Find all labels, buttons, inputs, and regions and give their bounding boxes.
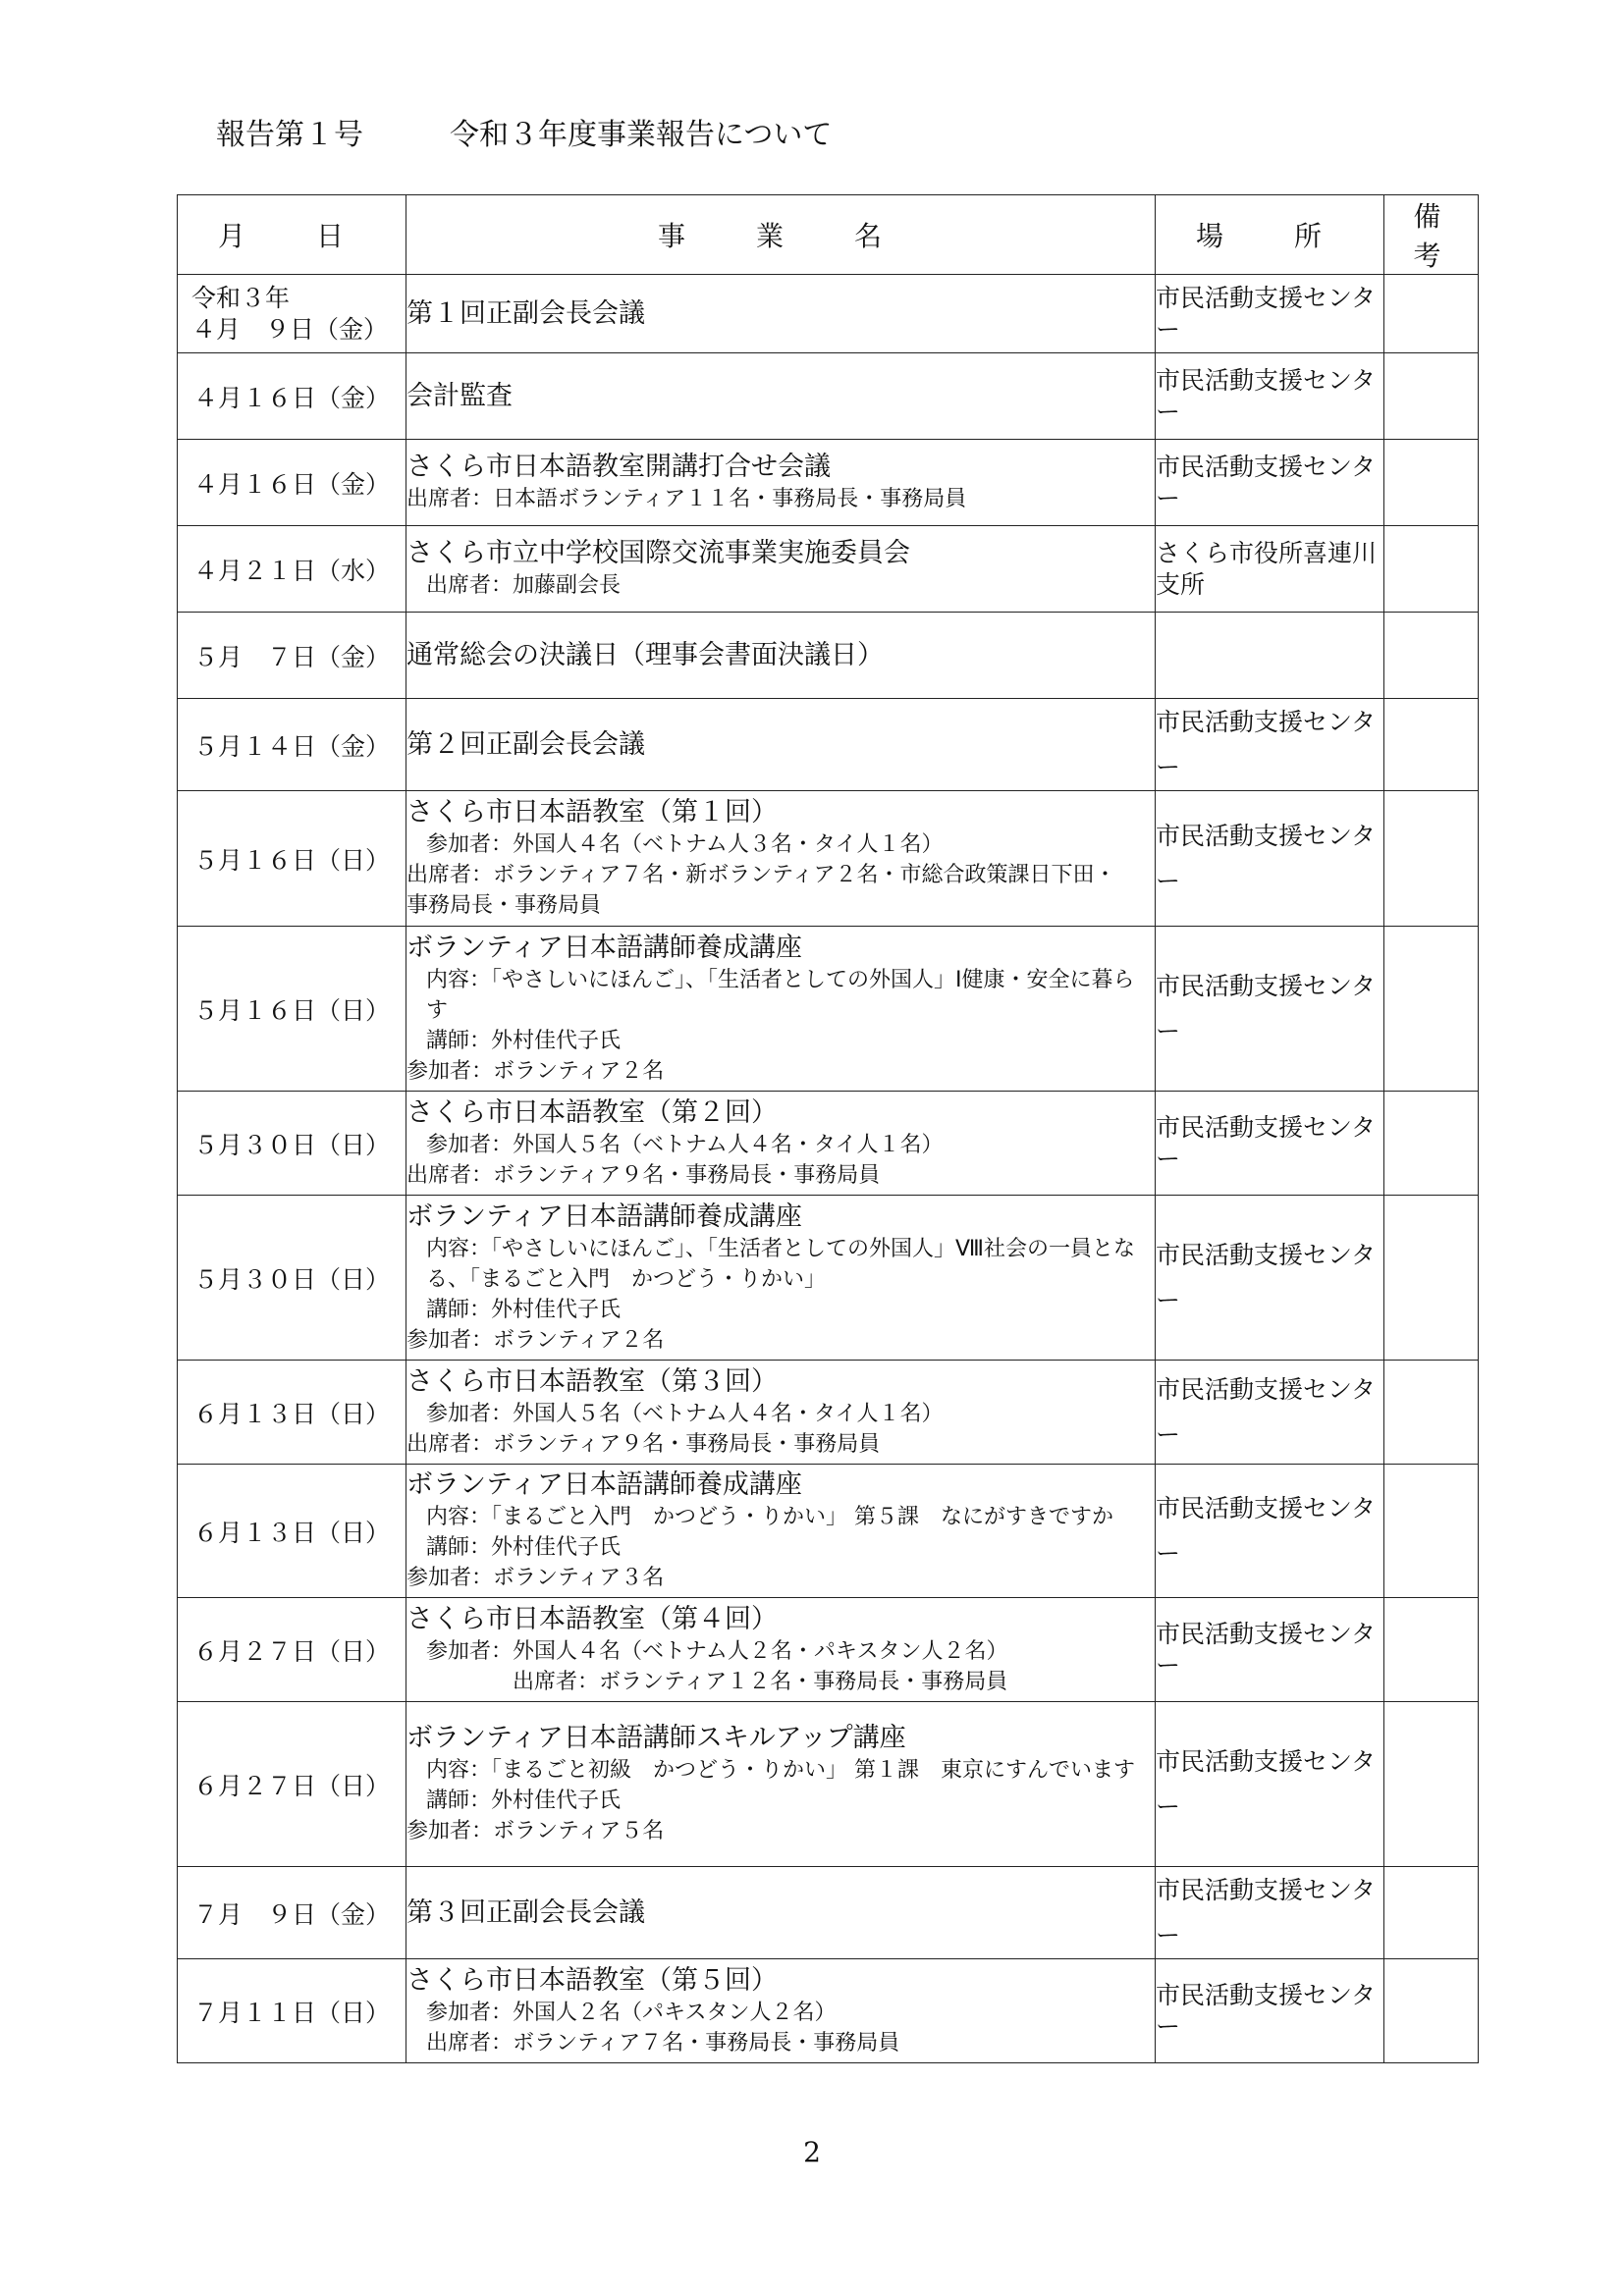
event-detail: 出席者：ボランティア９名・事務局長・事務局員 (406, 1162, 881, 1188)
event-detail: 参加者：外国人５名（ベトナム人４名・タイ人１名） (426, 1132, 944, 1157)
date-cell: ５月３０日（日） (178, 1092, 406, 1196)
event-cell (406, 1092, 1156, 1196)
date-cell: ６月２７日（日） (178, 1598, 406, 1702)
date-cell: ４月２１日（水） (178, 526, 406, 613)
event-title: 第２回正副会長会議 (406, 728, 645, 760)
date-cell: ７月１１日（日） (178, 1959, 406, 2063)
event-detail: 講師：外村佳代子氏 (426, 1297, 622, 1322)
date-cell: ６月１３日（日） (178, 1465, 406, 1598)
table-row (178, 353, 1479, 440)
event-cell (406, 613, 1156, 699)
table-row (178, 1092, 1479, 1196)
place-cell: 市民活動支援センター (1156, 353, 1384, 440)
note-cell (1384, 699, 1479, 791)
table-header-row (178, 195, 1479, 275)
event-cell (406, 353, 1156, 440)
event-detail: 内容：「まるごと入門 かつどう・りかい」 第５課 なにがすきですか (426, 1505, 1113, 1529)
event-cell (406, 1361, 1156, 1465)
table-row (178, 1867, 1479, 1959)
event-detail: 講師：外村佳代子氏 (426, 1535, 622, 1560)
event-detail: 参加者：外国人２名（パキスタン人２名） (426, 2000, 837, 2025)
event-title: さくら市立中学校国際交流事業実施委員会 (406, 538, 910, 568)
note-cell (1384, 353, 1479, 440)
event-cell (406, 1598, 1156, 1702)
date-year: 令和３年 (191, 283, 291, 312)
table-row (178, 613, 1479, 699)
table-row (178, 1702, 1479, 1867)
header-date: 月 日 (178, 195, 406, 275)
note-cell (1384, 1196, 1479, 1361)
place-cell: 市民活動支援センター (1156, 1196, 1384, 1361)
date-cell (178, 275, 406, 353)
event-cell (406, 440, 1156, 526)
place-cell: 市民活動支援センター (1156, 440, 1384, 526)
table-row (178, 275, 1479, 353)
table-row (178, 1959, 1479, 2063)
date-cell: ５月 ７日（金） (178, 613, 406, 699)
place-cell: 市民活動支援センター (1156, 1867, 1384, 1959)
page-number: 2 (803, 2136, 821, 2168)
event-title: さくら市日本語教室開講打合せ会議 (406, 452, 831, 482)
header-place: 場 所 (1156, 195, 1384, 275)
event-detail: 参加者：ボランティア５名 (406, 1819, 665, 1843)
date-cell: ５月１６日（日） (178, 927, 406, 1092)
event-detail: 参加者：外国人４名（ベトナム人２名・パキスタン人２名） (426, 1638, 1008, 1664)
event-title: さくら市日本語教室（第３回） (406, 1365, 778, 1397)
event-detail: 出席者：ボランティア７名・新ボランティア２名・市総合政策課日下田・ (406, 863, 1116, 887)
place-cell: 市民活動支援センター (1156, 699, 1384, 791)
date-cell: ７月 ９日（金） (178, 1867, 406, 1959)
place-cell: 市民活動支援センター (1156, 927, 1384, 1092)
table-row (178, 1361, 1479, 1465)
event-detail: 内容：「やさしいにほんご」、「生活者としての外国人」Ⅰ健康・安全に暮らす (426, 967, 1135, 1023)
note-cell (1384, 927, 1479, 1092)
table-row (178, 526, 1479, 613)
place-cell: 市民活動支援センター (1156, 1465, 1384, 1598)
table-row (178, 440, 1479, 526)
event-detail: 出席者：加藤副会長 (426, 573, 622, 598)
date-cell: ５月３０日（日） (178, 1196, 406, 1361)
event-detail: 参加者：ボランティア２名 (406, 1327, 665, 1353)
place-cell: 市民活動支援センター (1156, 1092, 1384, 1196)
table-row (178, 1465, 1479, 1598)
event-cell (406, 275, 1156, 353)
event-title: 通常総会の決議日（理事会書面決議日） (406, 639, 884, 670)
table-row (178, 791, 1479, 927)
date-cell: ６月２７日（日） (178, 1702, 406, 1867)
event-title: ボランティア日本語講師養成講座 (406, 1469, 802, 1500)
event-cell (406, 1959, 1156, 2063)
event-cell (406, 927, 1156, 1092)
event-title: さくら市日本語教室（第５回） (406, 1964, 778, 1996)
event-cell (406, 699, 1156, 791)
event-detail: 事務局長・事務局員 (406, 893, 602, 918)
table-row (178, 699, 1479, 791)
date-cell: ４月１６日（金） (178, 353, 406, 440)
event-title: さくら市日本語教室（第１回） (406, 797, 778, 828)
event-cell (406, 1465, 1156, 1598)
event-title: 会計監査 (406, 380, 513, 411)
place-cell: さくら市役所喜連川支所 (1156, 526, 1384, 613)
note-cell (1384, 1465, 1479, 1598)
table-row (178, 1598, 1479, 1702)
event-detail: 参加者：外国人４名（ベトナム人３名・タイ人１名） (426, 832, 944, 857)
event-detail: 講師：外村佳代子氏 (426, 1028, 622, 1053)
date-cell: ４月１６日（金） (178, 440, 406, 526)
event-detail: 講師：外村佳代子氏 (426, 1789, 622, 1813)
note-cell (1384, 1867, 1479, 1959)
note-cell (1384, 526, 1479, 613)
note-cell (1384, 1702, 1479, 1867)
report-heading (216, 110, 832, 153)
note-cell (1384, 1959, 1479, 2063)
note-cell (1384, 1092, 1479, 1196)
event-title: さくら市日本語教室（第２回） (406, 1096, 778, 1128)
event-detail: 出席者：ボランティア１２名・事務局長・事務局員 (513, 1669, 1008, 1694)
note-cell (1384, 1598, 1479, 1702)
event-detail: 出席者：ボランティア７名・事務局長・事務局員 (426, 2030, 900, 2056)
event-title: ボランティア日本語講師スキルアップ講座 (406, 1723, 906, 1753)
note-cell (1384, 613, 1479, 699)
header-event: 事 業 名 (406, 195, 1156, 275)
event-cell (406, 1196, 1156, 1361)
date-cell: ６月１３日（日） (178, 1361, 406, 1465)
event-detail: 内容：「やさしいにほんご」、「生活者としての外国人」Ⅷ社会の一員となる、「まるごと入門 かつどう・りかい」 (426, 1236, 1135, 1292)
date-cell: ５月１６日（日） (178, 791, 406, 927)
event-detail: 参加者：ボランティア２名 (406, 1058, 665, 1084)
event-cell (406, 1867, 1156, 1959)
note-cell (1384, 275, 1479, 353)
event-cell (406, 1702, 1156, 1867)
place-cell: 市民活動支援センター (1156, 1598, 1384, 1702)
event-detail: 内容：「まるごと初級 かつどう・りかい」 第１課 東京にすんでいます (426, 1758, 1135, 1783)
place-cell: 市民活動支援センター (1156, 791, 1384, 927)
header-note: 備 考 (1384, 195, 1479, 275)
note-cell (1384, 791, 1479, 927)
report-number: 報告第１号 (216, 118, 363, 152)
event-title: 第３回正副会長会議 (406, 1896, 645, 1928)
event-title: 第１回正副会長会議 (406, 297, 645, 329)
event-detail: 参加者：外国人５名（ベトナム人４名・タイ人１名） (426, 1401, 944, 1426)
place-cell: 市民活動支援センター (1156, 1361, 1384, 1465)
date-cell: ５月１４日（金） (178, 699, 406, 791)
event-detail: 出席者：ボランティア９名・事務局長・事務局員 (406, 1431, 881, 1457)
event-report-table (177, 194, 1485, 2063)
event-title: ボランティア日本語講師養成講座 (406, 932, 802, 963)
event-detail: 参加者：ボランティア３名 (406, 1566, 665, 1590)
place-cell (1156, 613, 1384, 699)
event-cell (406, 526, 1156, 613)
place-cell: 市民活動支援センター (1156, 275, 1384, 353)
event-detail: 出席者：日本語ボランティア１１名・事務局長・事務局員 (406, 487, 967, 511)
event-title: ボランティア日本語講師養成講座 (406, 1201, 802, 1232)
table-row (178, 927, 1479, 1092)
note-cell (1384, 1361, 1479, 1465)
event-title: さくら市日本語教室（第４回） (406, 1603, 778, 1634)
date-text: ４月 ９日（金） (191, 314, 389, 344)
note-cell (1384, 440, 1479, 526)
table-row (178, 1196, 1479, 1361)
report-title: 令和３年度事業報告について (450, 118, 833, 152)
place-cell: 市民活動支援センター (1156, 1702, 1384, 1867)
event-cell (406, 791, 1156, 927)
place-cell: 市民活動支援センター (1156, 1959, 1384, 2063)
